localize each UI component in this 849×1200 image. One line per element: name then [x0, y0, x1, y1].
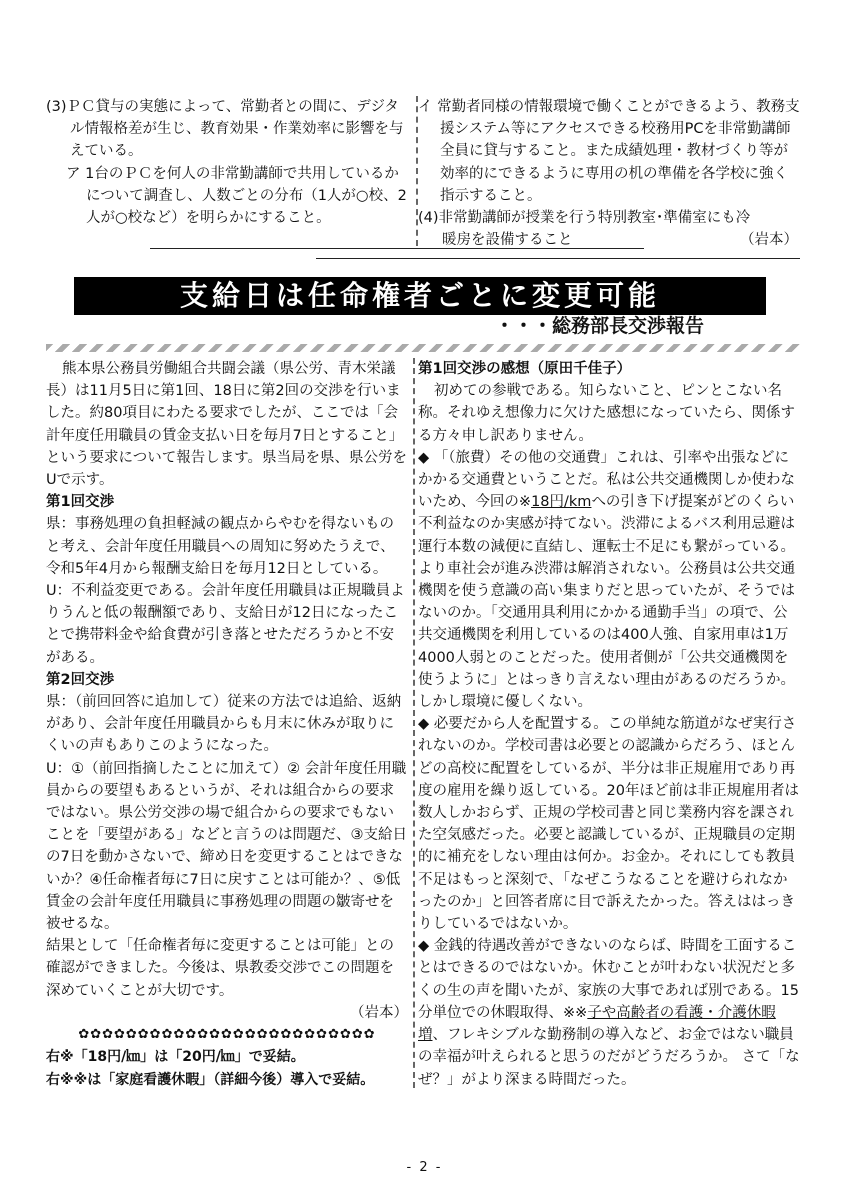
headline-subtitle: ・・・総務部長交渉報告 [495, 315, 705, 337]
top-left-item-a: ア 1台のＰＣを何人の非常勤講師で共用しているかについて調査し、人数ごとの分布（1人が○校、2人が○校など）を明らかにすること。 [66, 165, 407, 227]
page-number: - 2 - [406, 1160, 443, 1175]
second-u-statement: U：①（前回指摘したことに加えて）② 会計年度任用職員からの要望もあるというが、それは組合からの要求ではない。県公労交渉の場で組合からの要求でもないことを「要望がある」などと言うのは問題だ、③支給日の7日を動かさないで、締め日を変更することはできないか？④任命権者毎に7日に戻すことは可能か？、⑤低賃金の会計年度任用職員に事務処理の問題の皺寄せを被せるな。 [46, 760, 407, 933]
headline-banner: 支給日は任命権者ごとに変更可能 [74, 277, 766, 315]
para-4-rest: 、フレキシブルな勤務制の導入など、お金ではない職員の幸福が叶えられると思うのだがどうだろうか。 さて「なぜ？」がより深まる時間だった。 [418, 1027, 800, 1088]
first-u-statement: U：不利益変更である。会計年度任用職員は正規職員よりうんと低の報酬額であり、支給日が12日になったことで携帯料金や給食費が引き落とせただろうかと不安がある。 [46, 583, 405, 666]
heading-second-negotiation: 第2回交渉 [46, 671, 115, 688]
top-rule-2 [316, 258, 800, 259]
impressions-para-2 [418, 447, 800, 713]
leave-underlined: 子や高齢者の看護・介護休暇増 [418, 1004, 776, 1044]
top-right-para-4: (4)非常勤講師が授業を行う特別教室･準備室にも冷暖房を設備すること [418, 210, 751, 249]
decorative-divider [46, 344, 800, 352]
second-ken-statement: 県：（前回回答に追加して）従来の方法では追給、返納があり、会計年度任用職員からも月末に休みが取りにくいの声もありこのようになった。 [46, 694, 402, 755]
left-signature: （岩本） [350, 1004, 408, 1021]
top-right-item-i: イ 常勤者同様の情報環境で働くことができるよう、教務支援システム等にアクセスできる校務用PCを非常勤講師全員に貸与すること。また成績処理・教材づくり等が効率的にできるように専用の机の準備を各学校に強く指示すること。 [418, 99, 800, 204]
para-2-start: ◆ 「（旅費）その他の交通費」これは、引率や出張などにかかる交通費ということだ。私は公共交通機関しか使わないため、今回の※ [418, 449, 795, 511]
main-column-divider [413, 358, 415, 1088]
intro-paragraph: 熊本県公務員労働組合共闘会議（県公労、青木栄議長）は11月5日に第1回、18日に第2回の交渉を行いました。約80項目にわたる要求でしたが、ここでは「会計年度任用職員の賃金支払い日を毎月7日とすること」という要求について報告します。県当局を県、県公労をUで示す。 [46, 361, 408, 489]
right-column [418, 358, 800, 1091]
star-divider: ✿✿✿✿✿✿✿✿✿✿✿✿✿✿✿✿✿✿✿✿✿✿✿✿✿ [78, 1027, 376, 1043]
rate-underlined: 18円/km [531, 494, 592, 511]
footnote-1: 右※「18円/㎞」は「20円/㎞」で妥結。 [46, 1049, 305, 1066]
heading-first-negotiation: 第1回交渉 [46, 494, 115, 511]
impressions-para-1: 初めての参戦である。知らないこと、ピンとこない名称。それゆえ想像力に欠けた感想になっていたら、関係する方々申し訳ありません。 [418, 383, 795, 444]
top-signature: （岩本） [740, 232, 798, 248]
impressions-heading: 第1回交渉の感想（原田千佳子） [418, 361, 632, 377]
first-ken-statement: 県：事務処理の負担軽減の観点からやむを得ないものと考え、会計年度任用職員への周知に努めたうえで、令和5年4月から報酬支給日を毎月12日としている。 [46, 516, 395, 577]
para-2-rest: への引き下げ提案がどのくらい不利益なのか実感が持てない。渋滞によるバス利用忌避は運行本数の減便に直結し、運転士不足にも繋がっている。より車社会が進み渋滞は解消されない。公務員は公共交通機関を使う意識の高い集まりだと思っていたが、そうではないのか。「交通用具利用にかかる通勤手当」の項で、公共交通機関を利用しているのは400人強、自家用車は1万4000人弱とのことだった。使用者側が「公共交通機関を使うように」とはっきり言えない理由があるのだろうか。しかし環境に優しくない。 [418, 494, 795, 711]
footnote-2: 右※※は「家庭看護休暇」（詳細今後）導入で妥結。 [46, 1071, 375, 1088]
left-column [46, 358, 408, 1091]
conclusion-paragraph: 結果として「任命権者毎に変更することは可能」との確認ができました。今後は、県教委交渉でこの問題を深めていくことが大切です。 [46, 938, 394, 999]
top-left-column [46, 96, 408, 229]
impressions-para-4 [418, 935, 800, 1090]
para-4-start: ◆ 金銭的待遇改善ができないのならば、時間を工面することはできるのではないか。休むことが叶わない状況だと多くの生の声を聞いたが、家族の大事であれば別である。15分単位での休暇取得、※※ [418, 938, 799, 1021]
impressions-para-3: ◆ 必要だから人を配置する。この単純な筋道がなぜ実行されないのか。学校司書は必要との認識からだろう、ほとんどの高校に配置をしているが、半分は非正規雇用であり再度の雇用を繰り返している。20年ほど前は非正規雇用者は数人しかおらず、正規の学校司書と同じ業務内容を課された空気感だった。必要と認識しているが、正規職員の定期的に補充をしない理由は何か。お金か。それにしても教員不足はもっと深刻で、「なぜこうなることを避けられなかったのか」と回答者席に目で訴えたかった。答えははっきりしているではないか。 [418, 716, 799, 933]
top-rule-1 [150, 248, 644, 249]
top-left-para-3: (3)ＰＣ貸与の実態によって、常勤者との間に、デジタル情報格差が生じ、教育効果・作業効率に影響を与えている。 [46, 99, 404, 160]
